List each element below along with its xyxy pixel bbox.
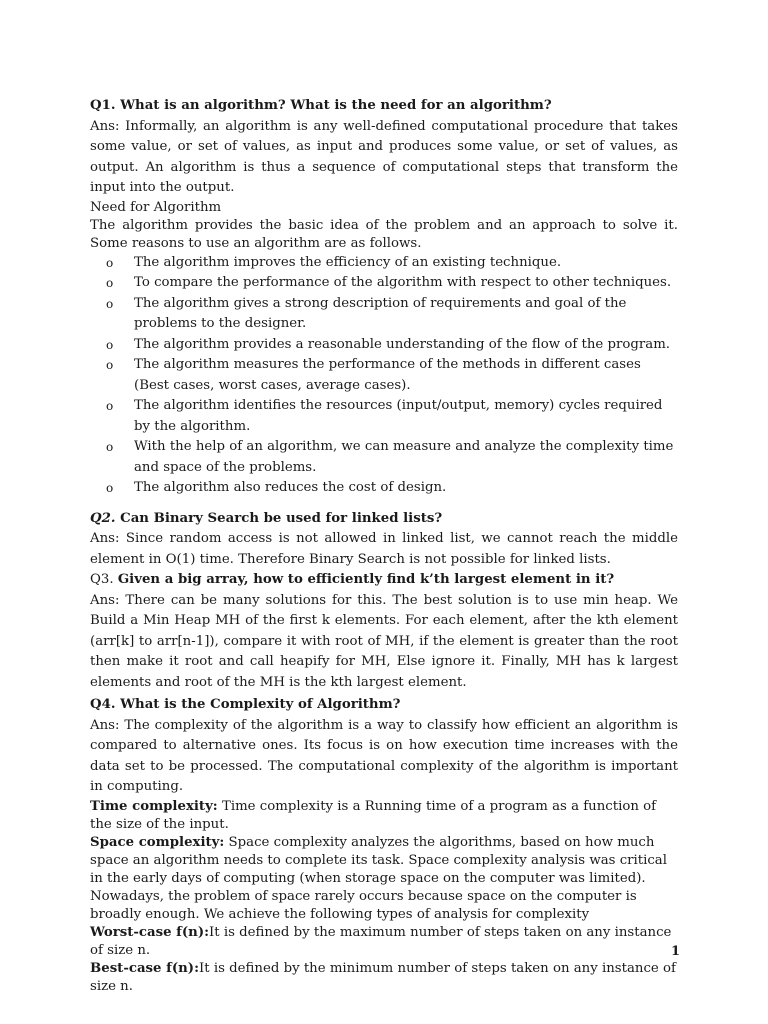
q3-title: Given a big array, how to efficiently find k’th largest element in it? xyxy=(117,572,615,587)
q3-heading xyxy=(90,570,678,591)
q1-answer: Ans: Informally, an algorithm is any well-defined computational procedure that takes some value, or set of values, as input and produces some value, or set of values, as output. An algorithm is thus a sequence of computational steps that transform the input into the output. xyxy=(90,118,678,195)
time-complexity-label: Time complexity: xyxy=(90,798,218,814)
bullet-marker: o xyxy=(106,337,114,352)
need-for-algorithm-heading: Need for Algorithm xyxy=(90,199,222,215)
q4-heading: Q4. What is the Complexity of Algorithm? xyxy=(90,697,401,712)
list-item xyxy=(106,396,678,437)
time-complexity-paragraph xyxy=(90,798,678,834)
list-item xyxy=(106,478,678,499)
list-item xyxy=(106,273,678,294)
list-item-text: To compare the performance of the algorithm with respect to other techniques. xyxy=(134,275,672,290)
space-complexity-text: Space complexity analyzes the algorithms, based on how much space an algorithm needs to complete its task. Space complexity analysis was critical in the early days of computing (when storage space on the computer was limited). xyxy=(90,834,667,886)
need-for-algorithm-intro: The algorithm provides the basic idea of the problem and an approach to solve it. Some reasons to use an algorithm are as follows. xyxy=(90,217,678,251)
list-item-text: With the help of an algorithm, we can measure and analyze the complexity time and space of the problems. xyxy=(134,439,674,475)
bullet-marker: o xyxy=(106,296,114,311)
bullet-marker: o xyxy=(106,481,114,495)
time-complexity-text: Time complexity is a Running time of a program as a function of the size of the input. xyxy=(90,798,657,832)
page-content xyxy=(90,96,681,996)
bullet-marker: o xyxy=(106,276,114,290)
best-case-label: Best-case f(n): xyxy=(90,960,200,976)
q1-heading: Q1. What is an algorithm? What is the need for an algorithm? xyxy=(90,98,552,113)
list-item xyxy=(106,253,678,274)
best-case-line xyxy=(90,960,678,996)
best-case-text: It is defined by the minimum number of steps taken on any instance of size n. xyxy=(90,960,676,994)
list-item xyxy=(106,294,678,335)
bullet-marker: o xyxy=(106,255,114,270)
q2-title: Can Binary Search be used for linked lists? xyxy=(120,510,443,526)
list-item xyxy=(106,335,678,356)
list-item-text: The algorithm measures the performance of the methods in different cases (Best cases, worst cases, average cases). xyxy=(134,357,641,393)
space-complexity-paragraph xyxy=(90,834,678,888)
space-complexity-label: Space complexity: xyxy=(90,834,225,850)
worst-case-line xyxy=(90,924,681,960)
list-item xyxy=(106,437,678,478)
q2-number: Q2. xyxy=(90,510,116,526)
worst-case-text: It is defined by the maximum number of steps taken on any instance of size n. xyxy=(90,924,672,958)
q3-number: Q3. xyxy=(90,572,114,587)
list-item-text: The algorithm improves the efficiency of an existing technique. xyxy=(134,254,562,270)
list-item-text: The algorithm identifies the resources (input/output, memory) cycles required by the algorithm. xyxy=(134,398,663,434)
q2-heading xyxy=(90,509,678,530)
nowadays-paragraph: Nowadays, the problem of space rarely occurs because space on the computer is broadly enough. We achieve the following types of analysis for complexity xyxy=(90,888,637,922)
q4-answer: Ans: The complexity of the algorithm is a way to classify how efficient an algorithm is compared to alternative ones. Its focus is on how execution time increases with the data set to be processed. The computational complexity of the algorithm is important in computing. xyxy=(90,717,678,794)
q3-answer: Ans: There can be many solutions for this. The best solution is to use min heap. We Build a Min Heap MH of the first k elements. For each element, after the kth element (arr[k] to arr[n-1]), compare it with root of MH, if the element is greater than the root then make it root and call heapify for MH, Else ignore it. Finally, MH has k largest elements and root of the MH is the kth largest element. xyxy=(90,592,678,690)
list-item-text: The algorithm provides a reasonable understanding of the flow of the program. xyxy=(134,336,671,352)
bullet-marker: o xyxy=(106,440,114,454)
list-item-text: The algorithm gives a strong description of requirements and goal of the problems to the designer. xyxy=(134,295,627,331)
page-number: 1 xyxy=(671,944,681,959)
q2-answer: Ans: Since random access is not allowed in linked list, we cannot reach the middle element in O(1) time. Therefore Binary Search is not possible for linked lists. xyxy=(90,531,678,567)
bullet-marker: o xyxy=(106,399,114,413)
reasons-list xyxy=(90,253,678,499)
list-item-text: The algorithm also reduces the cost of design. xyxy=(134,480,447,495)
worst-case-label: Worst-case f(n): xyxy=(90,924,210,940)
bullet-marker: o xyxy=(106,358,114,372)
list-item xyxy=(106,355,678,396)
